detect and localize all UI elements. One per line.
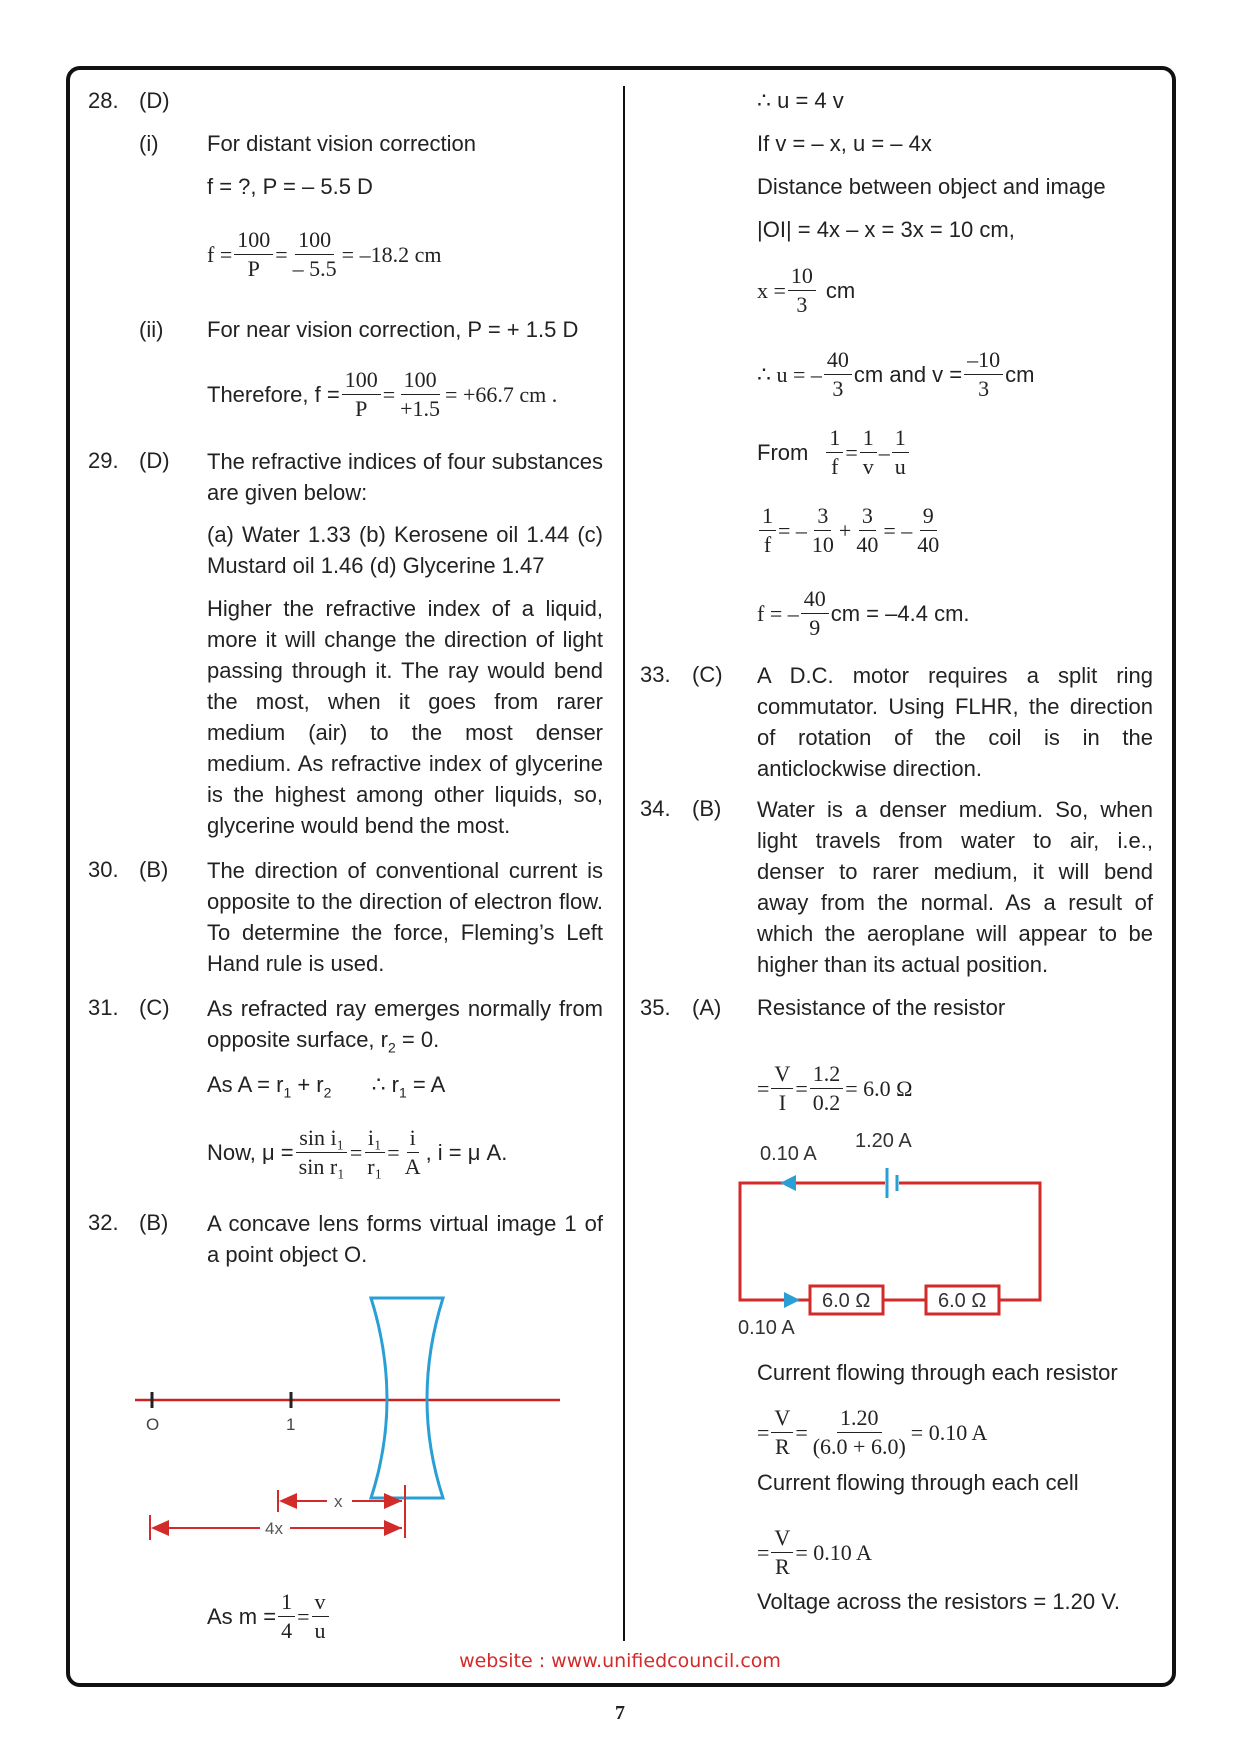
- q30-number: 30.: [88, 857, 119, 882]
- q31-number: 31.: [88, 995, 119, 1020]
- q32-x-value: x = $\frac{10}{3}$ cm: [757, 263, 856, 317]
- q35-resistor-current-heading: Current flowing through each resistor: [757, 1360, 1118, 1385]
- q35-resistance-eq: = $\frac{V}{I}$ = $\frac{1.2}{0.2}$ = 6.0 Ω: [757, 1061, 913, 1115]
- q32-u-relation: ∴ u = 4 v: [757, 88, 844, 113]
- q32-sign: If v = – x, u = – 4x: [757, 131, 932, 156]
- q32-substitution: $\frac{1}{f}$ = – $\frac{3}{10}$ + $\frac{3}{40}$ = – $\frac{9}{40}$: [757, 502, 944, 559]
- current-arrow-bottom: [784, 1292, 800, 1308]
- q31-text: As refracted ray emerges normally from opposite surface, $r_2 = 0$.: [207, 996, 603, 1056]
- q35-number: 35.: [640, 995, 671, 1020]
- q28-i-text: For distant vision correction: [207, 131, 476, 156]
- q32-distance-eq: |OI| = 4x – x = 3x = 10 cm,: [757, 217, 1015, 242]
- q32-number: 32.: [88, 1210, 119, 1235]
- q32-u-v-values: ∴ u = – $\frac{40}{3}$ cm and v = $\frac{-10}{3}$ cm: [757, 347, 1035, 401]
- q31-answer: (C): [139, 995, 170, 1020]
- q34-answer: (B): [692, 796, 722, 821]
- q35-resistor-current-eq: = $\frac{V}{R}$ = $\frac{1.20}{(6.0 + 6.0)}$ = 0.10 A: [757, 1405, 988, 1459]
- q35-answer: (A): [692, 995, 722, 1020]
- q29-explanation: Higher the refractive index of a liquid, more it will change the direction of light passing through it. The ray would bend the most, when it goes from rarer medium (air) to the most denser medium. As refractive index of glycerine is the highest among other liquids, so, glycerine would bend the most.: [207, 596, 603, 838]
- q28-i-equation: f = $\frac{100}{P}$ = $\frac{100}{- 5.5}$ = –18.2 cm: [207, 227, 442, 281]
- q35-cell-current-heading: Current flowing through each cell: [757, 1470, 1079, 1495]
- q31-relation: As $A = r_1 + r_2$ ∴ $r_1 = A$: [207, 1072, 446, 1101]
- current-label-top-left: 0.10 A: [760, 1143, 817, 1165]
- concave-lens-diagram: [120, 1290, 580, 1550]
- q33-number: 33.: [640, 662, 671, 687]
- q28-ii-text: For near vision correction, P = + 1.5 D: [207, 317, 579, 342]
- distance-x-label: x: [334, 1492, 343, 1511]
- q32-distance-heading: Distance between object and image: [757, 174, 1106, 199]
- circuit-diagram: [730, 1125, 1060, 1340]
- q35-heading: Resistance of the resistor: [757, 995, 1006, 1020]
- q32-lens-formula: From $\frac{1}{f}$ = $\frac{1}{v}$ – $\frac{1}{u}$: [757, 424, 911, 481]
- q32-focal-result: f = – $\frac{40}{9}$ cm = –4.4 cm.: [757, 586, 970, 640]
- q32-text: A concave lens forms virtual image 1 of a point object O.: [207, 1211, 603, 1267]
- column-divider: [623, 86, 625, 1641]
- q29-list: (a) Water 1.33 (b) Kerosene oil 1.44 (c) Mustard oil 1.46 (d) Glycerine 1.47: [207, 522, 603, 578]
- q28-number: 28.: [88, 88, 119, 113]
- q29-number: 29.: [88, 448, 119, 473]
- resistor-2-label: 6.0 Ω: [938, 1290, 987, 1312]
- q32-answer: (B): [139, 1210, 169, 1235]
- resistor-1-label: 6.0 Ω: [822, 1290, 871, 1312]
- concave-lens: [371, 1298, 443, 1498]
- q33-answer: (C): [692, 662, 723, 687]
- page-number: 7: [615, 1702, 625, 1724]
- image-label: 1: [286, 1415, 296, 1434]
- q35-cell-current-eq: = $\frac{V}{R}$ = 0.10 A: [757, 1525, 872, 1579]
- q28-answer: (D): [139, 88, 170, 113]
- current-label-bottom: 0.10 A: [738, 1317, 795, 1339]
- object-label: O: [146, 1415, 160, 1434]
- circuit-wire: [740, 1183, 1040, 1300]
- q29-intro: The refractive indices of four substances are given below:: [207, 449, 603, 505]
- q34-explanation: Water is a denser medium. So, when light travels from water to air, i.e., denser to rarer medium, it will bend away from the normal. As a result of which the aeroplane will appear to be higher than its actual position.: [757, 797, 1153, 977]
- q32-magnification: As m = $\frac{1}{4}$ = $\frac{v}{u}$: [207, 1588, 331, 1645]
- q35-voltage-result: Voltage across the resistors = 1.20 V.: [757, 1589, 1121, 1614]
- q33-explanation: A D.C. motor requires a split ring commutator. Using FLHR, the direction of rotation of the coil is in the anticlockwise direction.: [757, 663, 1153, 781]
- cell-current-label: 1.20 A: [855, 1130, 912, 1152]
- q30-explanation: The direction of conventional current is opposite to the direction of electron flow. To determine the force, Fleming’s Left Hand rule is used.: [207, 858, 603, 976]
- q28-ii-label: (ii): [139, 317, 164, 342]
- q34-number: 34.: [640, 796, 671, 821]
- q30-answer: (B): [139, 857, 169, 882]
- website-footer: website : www.unifiedcouncil.com: [459, 1650, 781, 1672]
- q28-i-given: f = ?, P = – 5.5 D: [207, 174, 373, 199]
- q31-equation: Now, μ = $\frac{\text{sin i₁}}{\text{sin r₁}}$ = $\frac{\text{i₁}}{\text{r₁}}$ = $\frac{i}{A}$ , i = μ A.: [207, 1125, 508, 1179]
- current-arrow-top: [780, 1175, 796, 1191]
- q28-i-label: (i): [139, 131, 159, 156]
- q28-ii-equation: Therefore, f = $\frac{100}{P}$ = $\frac{100}{+1.5}$ = +66.7 cm .: [207, 367, 558, 421]
- q29-answer: (D): [139, 448, 170, 473]
- distance-4x-label: 4x: [265, 1519, 283, 1538]
